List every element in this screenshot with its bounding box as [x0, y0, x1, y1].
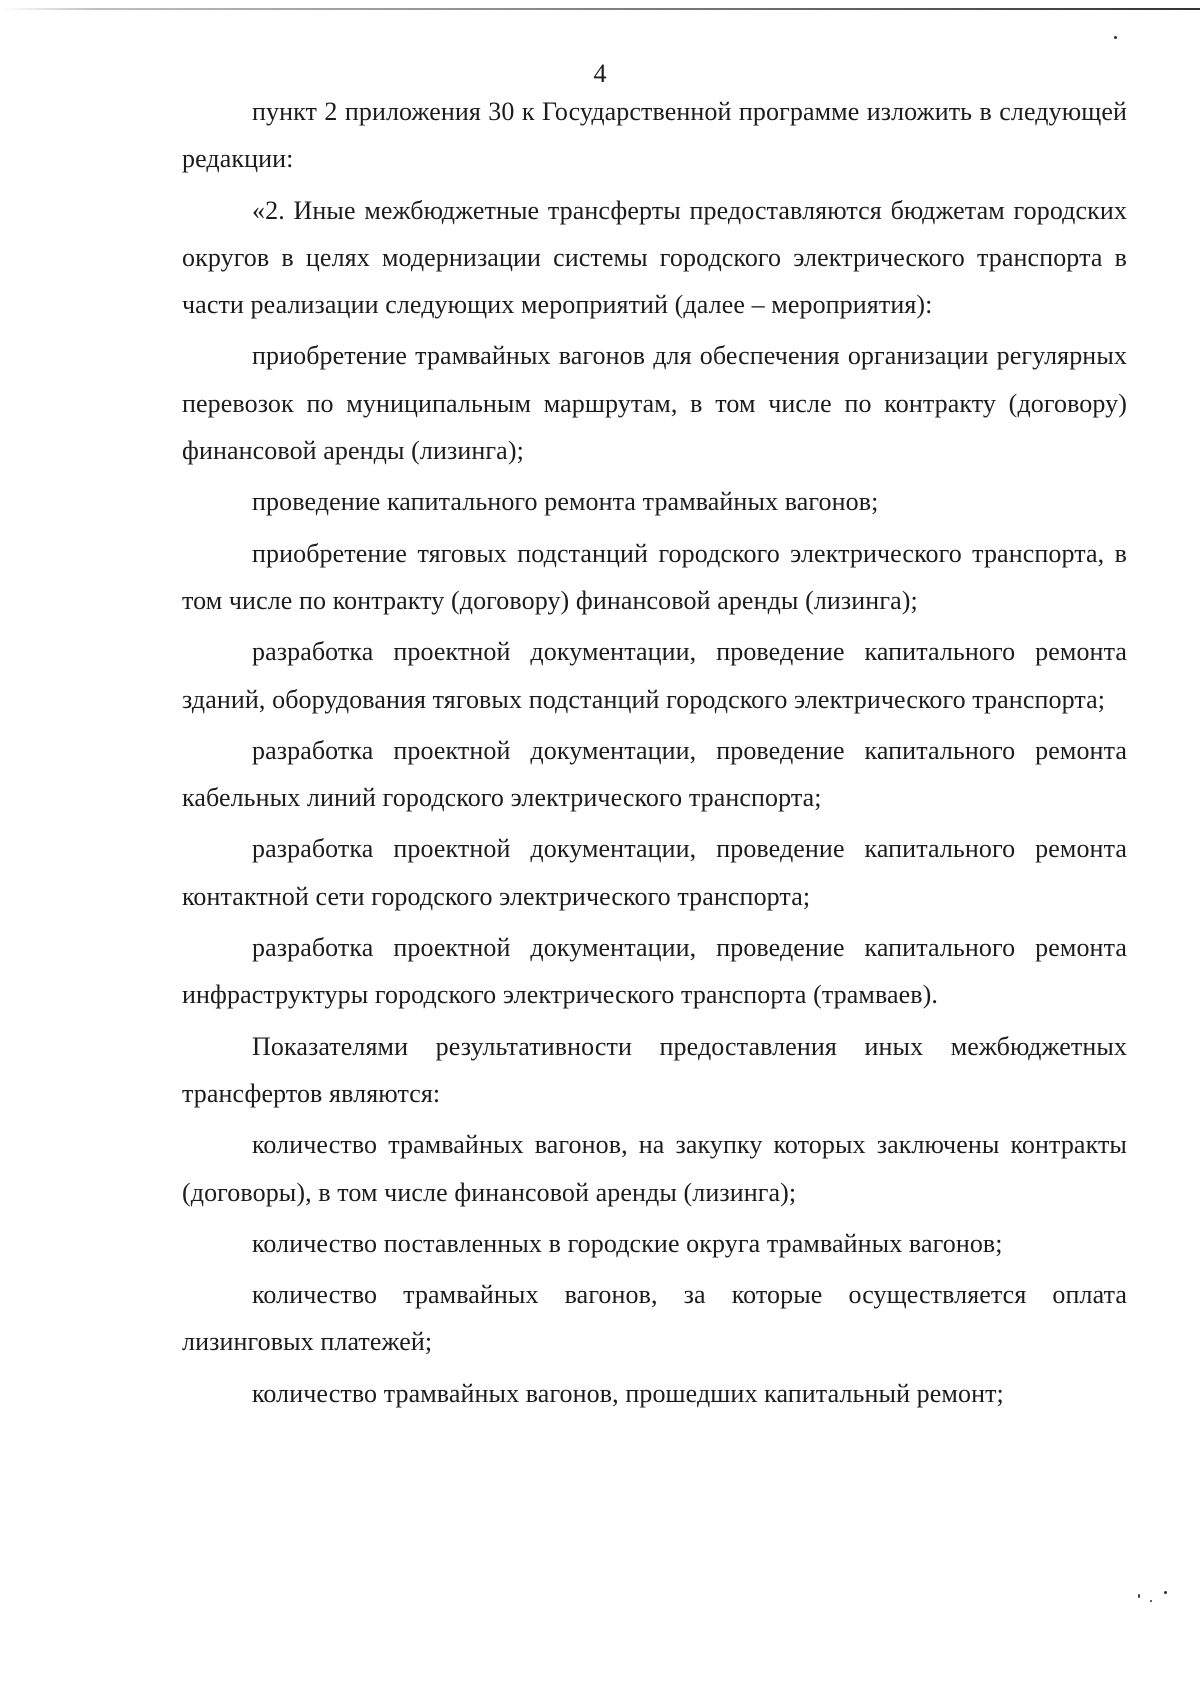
paragraph-indicator-delivered: количество поставленных в городские округа трамвайных вагонов;	[252, 1228, 1003, 1258]
paragraph-infrastructure: разработка проектной документации, проведение капитального ремонта инфраструктуры городского электрического транспорта (трамваев).	[182, 933, 1127, 1010]
scan-speck	[1114, 36, 1117, 39]
paragraph-tram-purchase: приобретение трамвайных вагонов для обеспечения организации регулярных перевозок по муниципальным маршрутам, в том числе по контракту (договору) финансовой аренды (лизинга);	[182, 341, 1127, 466]
scan-speck	[1150, 1600, 1152, 1602]
scan-speck	[1164, 1591, 1167, 1594]
paragraph-substation-design: разработка проектной документации, проведение капитального ремонта зданий, оборудования тяговых подстанций городского электрического транспорта;	[182, 637, 1127, 714]
document-body	[182, 88, 1127, 1417]
paragraph-indicator-contracts: количество трамвайных вагонов, на закупку которых заключены контракты (договоры), в том числе финансовой аренды (лизинга);	[182, 1130, 1127, 1207]
paragraph-indicator-leasing: количество трамвайных вагонов, за которые осуществляется оплата лизинговых платежей;	[182, 1280, 1127, 1357]
page-number: 4	[593, 59, 607, 88]
paragraph-transfers-purpose: «2. Иные межбюджетные трансферты предоставляются бюджетам городских округов в целях модернизации системы городского электрического транспорта в части реализации следующих мероприятий (далее – мероприятия):	[182, 195, 1127, 320]
paragraph-indicator-repaired: количество трамвайных вагонов, прошедших капитальный ремонт;	[252, 1378, 1004, 1408]
paragraph-tram-repair: проведение капитального ремонта трамвайных вагонов;	[252, 487, 879, 517]
scan-speck	[1138, 1594, 1140, 1598]
paragraph-indicators-intro: Показателями результативности предоставления иных межбюджетных трансфертов являются:	[182, 1031, 1127, 1108]
paragraph-substation-purchase: приобретение тяговых подстанций городского электрического транспорта, в том числе по контракту (договору) финансовой аренды (лизинга);	[182, 538, 1127, 615]
paragraph-contact-network: разработка проектной документации, проведение капитального ремонта контактной сети городского электрического транспорта;	[182, 834, 1127, 911]
paragraph-cable-lines: разработка проектной документации, проведение капитального ремонта кабельных линий городского электрического транспорта;	[182, 735, 1127, 813]
scan-top-edge	[0, 8, 1200, 10]
paragraph-amendment-intro: пункт 2 приложения 30 к Государственной программе изложить в следующей редакции:	[182, 97, 1127, 174]
